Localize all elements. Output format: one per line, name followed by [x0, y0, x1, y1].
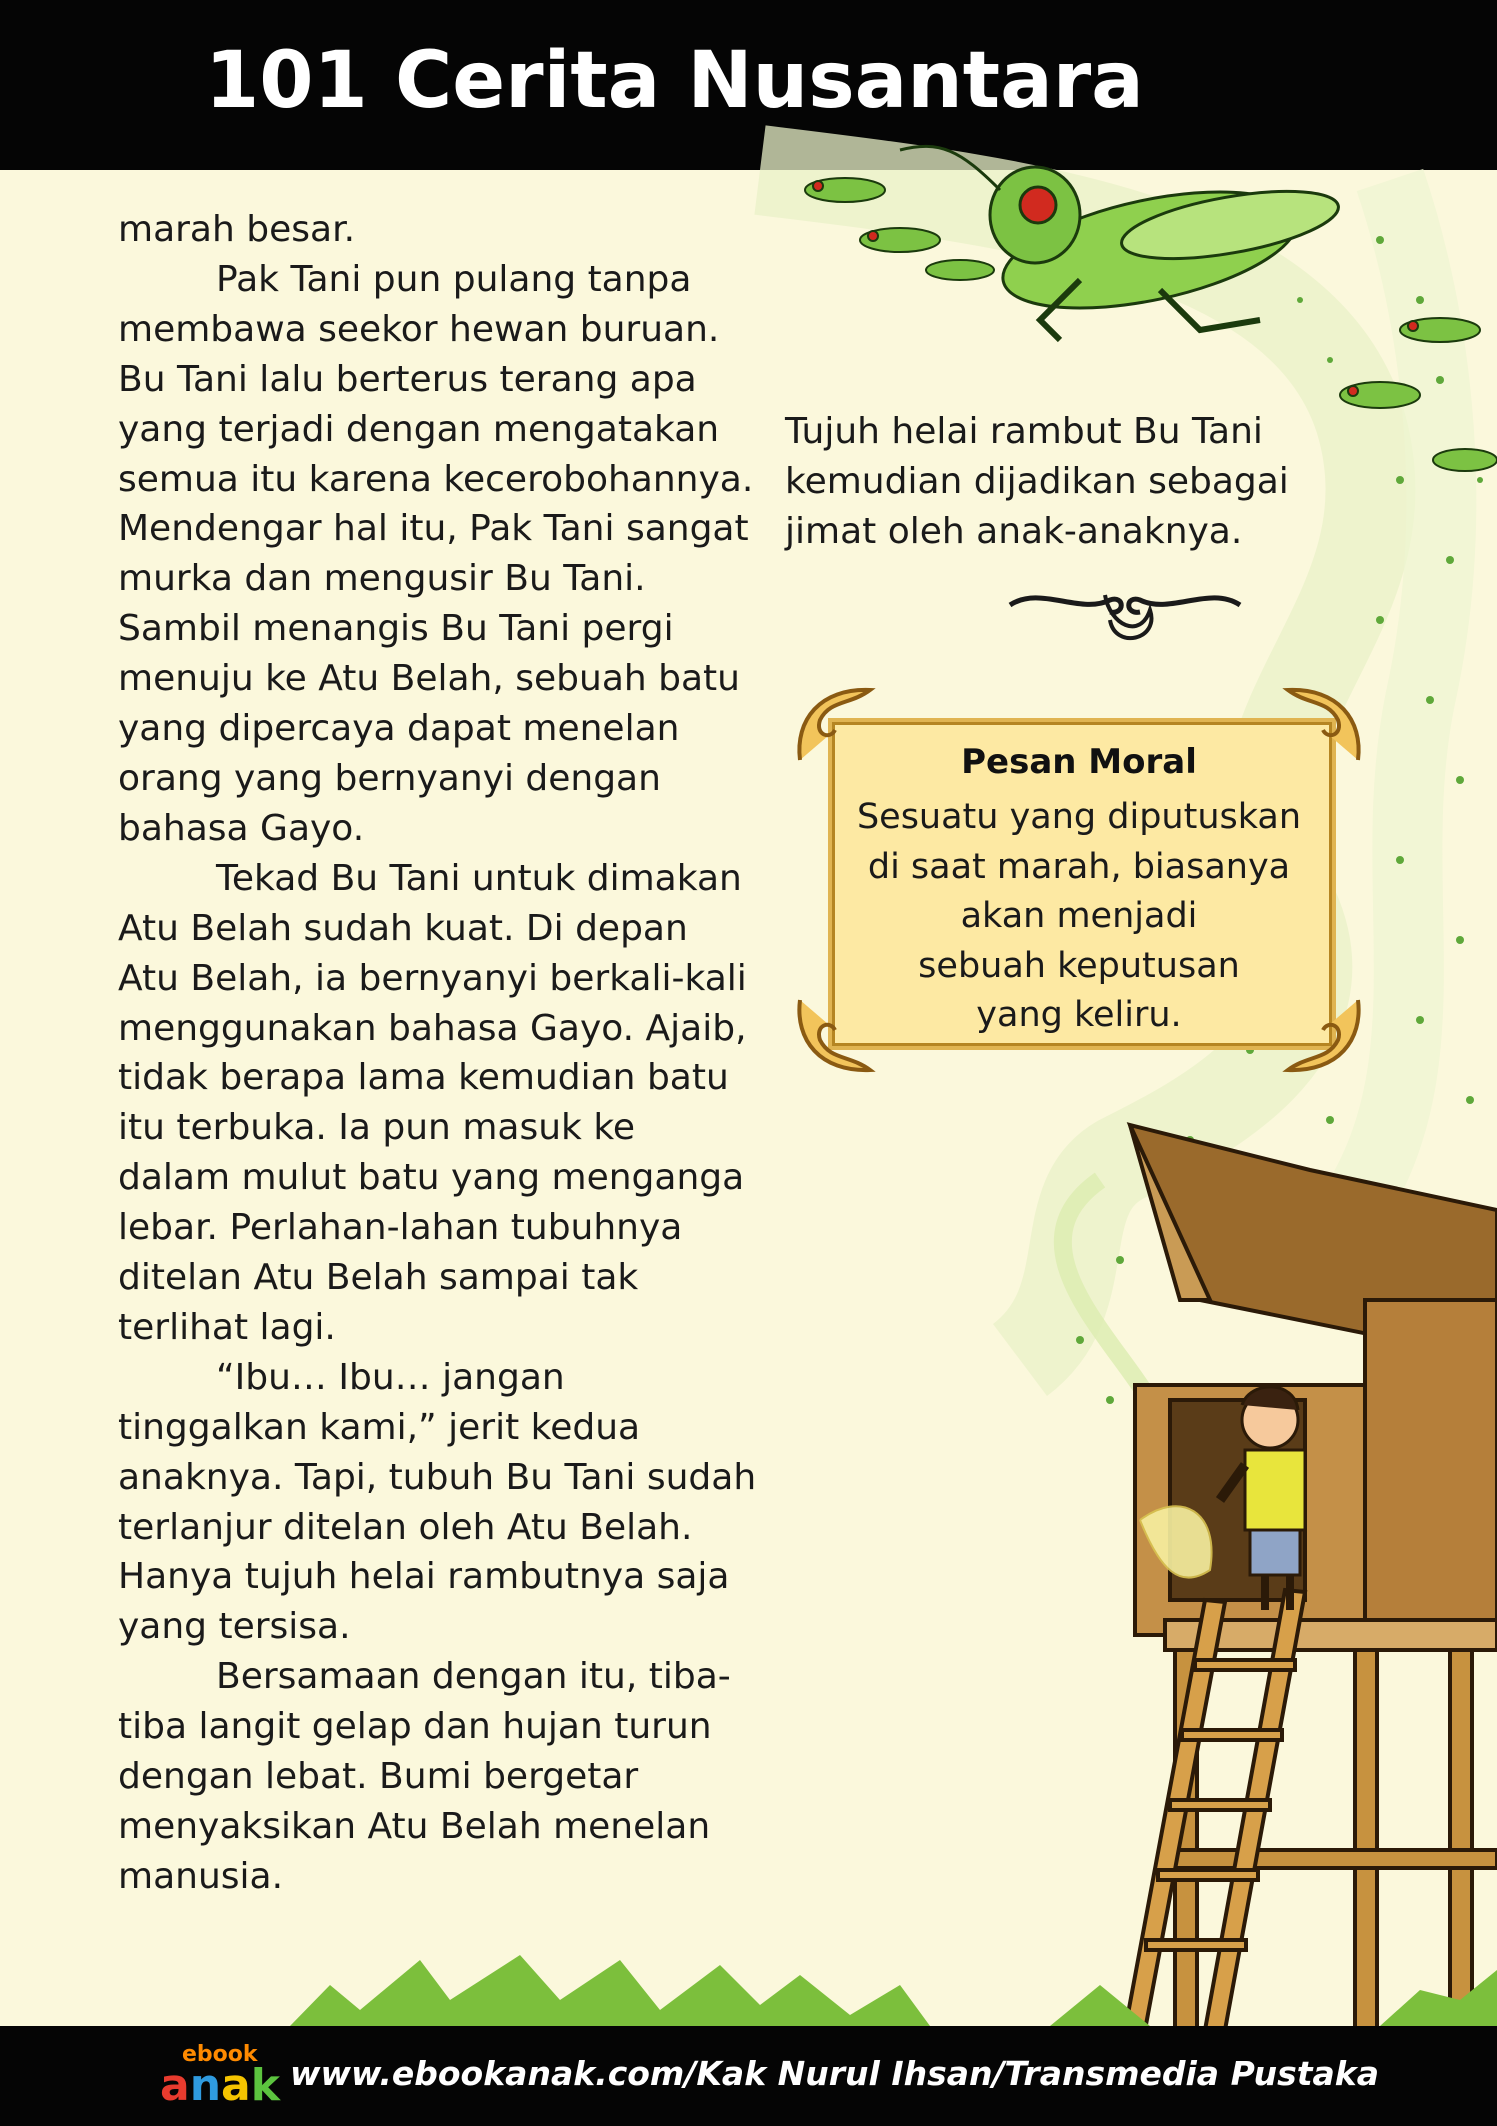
paragraph-5: Bersamaan dengan itu, tiba-tiba langit gelap dan hujan turun dengan lebat. Bumi bergetar menyaksikan Atu Belah menelan manusia.: [118, 1656, 731, 1897]
paragraph-3: Tekad Bu Tani untuk dimakan Atu Belah sudah kuat. Di depan Atu Belah, ia bernyanyi berkali-kali menggunakan bahasa Gayo. Ajaib, tidak berapa lama kemudian batu itu terbuka. Ia pun masuk ke dalam mulut batu yang menganga lebar. Perlahan-lahan tubuhnya ditelan Atu Belah sampai tak terlihat lagi.: [118, 857, 747, 1348]
divider-ornament-icon: [1010, 595, 1240, 638]
footer-url: www.ebookanak.com/Kak Nurul Ihsan/Transmedia Pustaka: [290, 2054, 1379, 2093]
moral-box: [790, 680, 1368, 1080]
grass: [290, 1955, 1497, 2026]
ladder: [1125, 1590, 1305, 2030]
moral-line: yang keliru.: [976, 995, 1182, 1036]
footer-bar: [0, 2026, 1497, 2126]
moral-line: akan menjadi: [960, 896, 1198, 937]
paragraph-1: marah besar.: [118, 209, 356, 250]
story-ending-text: Tujuh helai rambut Bu Tani kemudian dijadikan sebagai jimat oleh anak-anaknya.: [785, 411, 1289, 552]
ebookanak-logo: [160, 2042, 280, 2112]
paragraph-2: Pak Tani pun pulang tanpa membawa seekor hewan buruan. Bu Tani lalu berterus terang apa yang terjadi dengan mengatakan semua itu karena kecerobohannya. Mendengar hal itu, Pak Tani sangat murka dan mengusir Bu Tani. Sambil menangis Bu Tani pergi menuju ke Atu Belah, sebuah batu yang dipercaya dapat menelan orang yang bernyanyi dengan bahasa Gayo.: [118, 258, 754, 849]
moral-line: di saat marah, biasanya: [867, 846, 1291, 887]
paragraph-4: “Ibu… Ibu… jangan tinggalkan kami,” jerit kedua anaknya. Tapi, tubuh Bu Tani sudah terlanjur ditelan oleh Atu Belah. Hanya tujuh helai rambutnya saja yang tersisa.: [118, 1356, 757, 1648]
logo-bottom-text: anak: [160, 2060, 280, 2111]
moral-line: sebuah keputusan: [918, 945, 1240, 986]
moral-line: Sesuatu yang diputuskan: [856, 797, 1302, 837]
logo-top-text: ebook: [182, 2042, 258, 2067]
book-title: 101 Cerita Nusantara: [205, 36, 1144, 126]
moral-title: Pesan Moral: [961, 742, 1197, 782]
story-body: [118, 205, 758, 1902]
moral-text: [830, 793, 1328, 1041]
